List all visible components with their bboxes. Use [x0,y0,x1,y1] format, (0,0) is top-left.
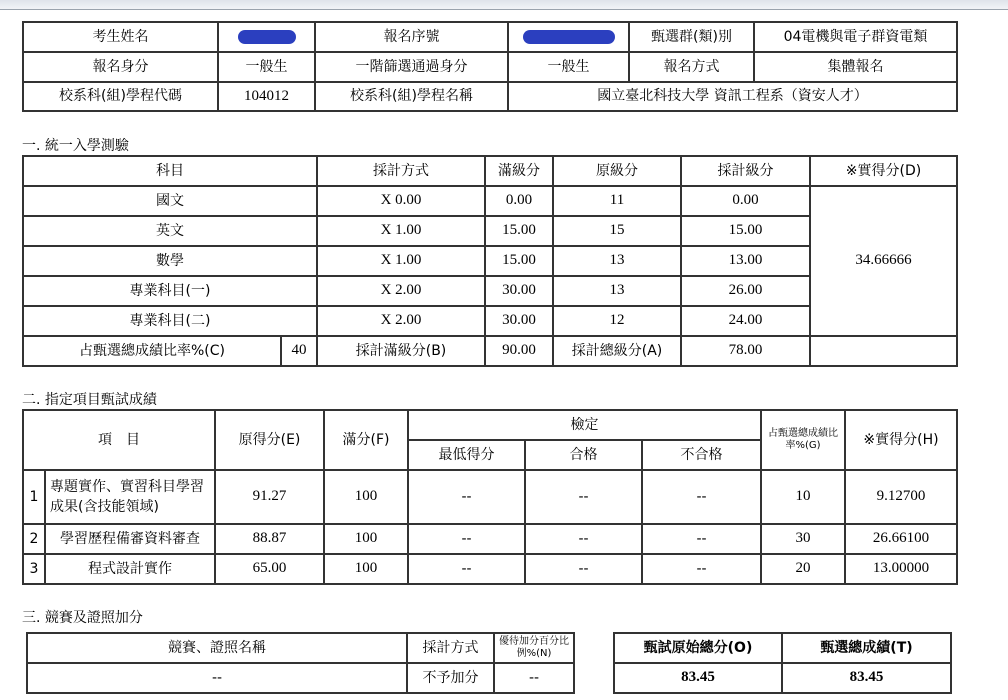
subject-name: 數學 [23,246,317,276]
col-bonus-method: 採計方式 [407,633,494,663]
total-a-value: 78.00 [681,336,810,366]
row-number: 2 [23,524,45,554]
subject-weight: X 2.00 [317,276,485,306]
item-ratio: 20 [761,554,845,584]
item-full: 100 [324,470,408,524]
item-full: 100 [324,524,408,554]
unified-exam-table [22,155,958,367]
col-bonus-name: 競賽、證照名稱 [27,633,407,663]
subject-raw: 12 [553,306,681,336]
raw-total-o-value: 83.45 [614,663,782,693]
subject-raw: 13 [553,276,681,306]
col-bonus-ratio: 優待加分百分比例%(N) [494,633,574,663]
final-t-value: 83.45 [782,663,951,693]
subject-weighted: 26.00 [681,276,810,306]
subject-full: 15.00 [485,216,553,246]
item-name: 學習歷程備審資料審查 [45,524,215,554]
ratio-c-label: 占甄選總成績比率%(C) [23,336,281,366]
subject-raw: 13 [553,246,681,276]
top-divider [0,9,1008,10]
reg-no-label: 報名序號 [315,22,508,52]
dept-name-value: 國立臺北科技大學 資訊工程系（資安人才） [508,82,957,111]
method-value: 集體報名 [754,52,957,82]
item-ratio: 30 [761,524,845,554]
specified-items-table [22,409,958,585]
reg-no-value-redacted [508,22,629,52]
item-full: 100 [324,554,408,584]
col-ratio-g: 占甄選總成績比率%(G) [761,410,845,470]
subject-weight: X 2.00 [317,306,485,336]
subject-weighted: 24.00 [681,306,810,336]
stage1-value: 一般生 [508,52,629,82]
name-value-redacted [218,22,315,52]
item-name: 專題實作、實習科目學習成果(含技能領域) [45,470,215,524]
totals-table [613,632,952,694]
subject-raw: 11 [553,186,681,216]
col-item: 項 目 [23,410,215,470]
applicant-info-table [22,21,958,112]
dept-code-value: 104012 [218,82,315,111]
group-value: 04電機與電子群資電類 [754,22,957,52]
col-min: 最低得分 [408,440,525,470]
subject-weighted: 15.00 [681,216,810,246]
item-fail: -- [642,554,761,584]
identity-value: 一般生 [218,52,315,82]
subject-full: 30.00 [485,276,553,306]
item-min: -- [408,554,525,584]
col-raw: 原級分 [553,156,681,186]
item-actual: 26.66100 [845,524,957,554]
col-weight: 採計方式 [317,156,485,186]
full-total-b-label: 採計滿級分(B) [317,336,485,366]
subject-name: 英文 [23,216,317,246]
item-fail: -- [642,470,761,524]
item-raw: 65.00 [215,554,324,584]
col-raw-e: 原得分(E) [215,410,324,470]
col-full-f: 滿分(F) [324,410,408,470]
item-min: -- [408,470,525,524]
empty-cell [810,336,957,366]
subject-weight: X 0.00 [317,186,485,216]
bonus-name: -- [27,663,407,693]
item-actual: 13.00000 [845,554,957,584]
item-pass: -- [525,470,642,524]
section2-title: 二. 指定項目甄試成績 [22,392,157,408]
raw-total-o-label: 甄試原始總分(O) [614,633,782,663]
item-raw: 88.87 [215,524,324,554]
actual-score-d: 34.66666 [810,186,957,336]
redaction-mark [523,30,615,44]
dept-code-label: 校系科(組)學程代碼 [23,82,218,111]
subject-weighted: 13.00 [681,246,810,276]
subject-full: 15.00 [485,246,553,276]
redaction-mark [238,30,296,44]
subject-weight: X 1.00 [317,246,485,276]
subject-weight: X 1.00 [317,216,485,246]
total-a-label: 採計總級分(A) [553,336,681,366]
final-t-label: 甄選總成績(T) [782,633,951,663]
item-fail: -- [642,524,761,554]
item-name: 程式設計實作 [45,554,215,584]
identity-label: 報名身分 [23,52,218,82]
subject-full: 0.00 [485,186,553,216]
bonus-ratio: -- [494,663,574,693]
section1-title: 一. 統一入學測驗 [22,138,129,154]
col-actual-d: ※實得分(D) [810,156,957,186]
name-label: 考生姓名 [23,22,218,52]
subject-name: 國文 [23,186,317,216]
bonus-method: 不予加分 [407,663,494,693]
stage1-label: 一階篩選通過身分 [315,52,508,82]
item-pass: -- [525,524,642,554]
col-actual-h: ※實得分(H) [845,410,957,470]
full-total-b-value: 90.00 [485,336,553,366]
subject-full: 30.00 [485,306,553,336]
item-ratio: 10 [761,470,845,524]
ratio-c-value: 40 [281,336,317,366]
col-pass: 合格 [525,440,642,470]
group-label: 甄選群(類)別 [629,22,754,52]
col-full: 滿級分 [485,156,553,186]
subject-name: 專業科目(二) [23,306,317,336]
item-actual: 9.12700 [845,470,957,524]
subject-name: 專業科目(一) [23,276,317,306]
col-weighted: 採計級分 [681,156,810,186]
section3-title: 三. 競賽及證照加分 [22,610,143,626]
item-raw: 91.27 [215,470,324,524]
subject-weighted: 0.00 [681,186,810,216]
subject-raw: 15 [553,216,681,246]
method-label: 報名方式 [629,52,754,82]
item-pass: -- [525,554,642,584]
col-fail: 不合格 [642,440,761,470]
col-check: 檢定 [408,410,761,440]
item-min: -- [408,524,525,554]
row-number: 1 [23,470,45,524]
bonus-table [26,632,575,694]
dept-name-label: 校系科(組)學程名稱 [315,82,508,111]
col-subject: 科目 [23,156,317,186]
row-number: 3 [23,554,45,584]
